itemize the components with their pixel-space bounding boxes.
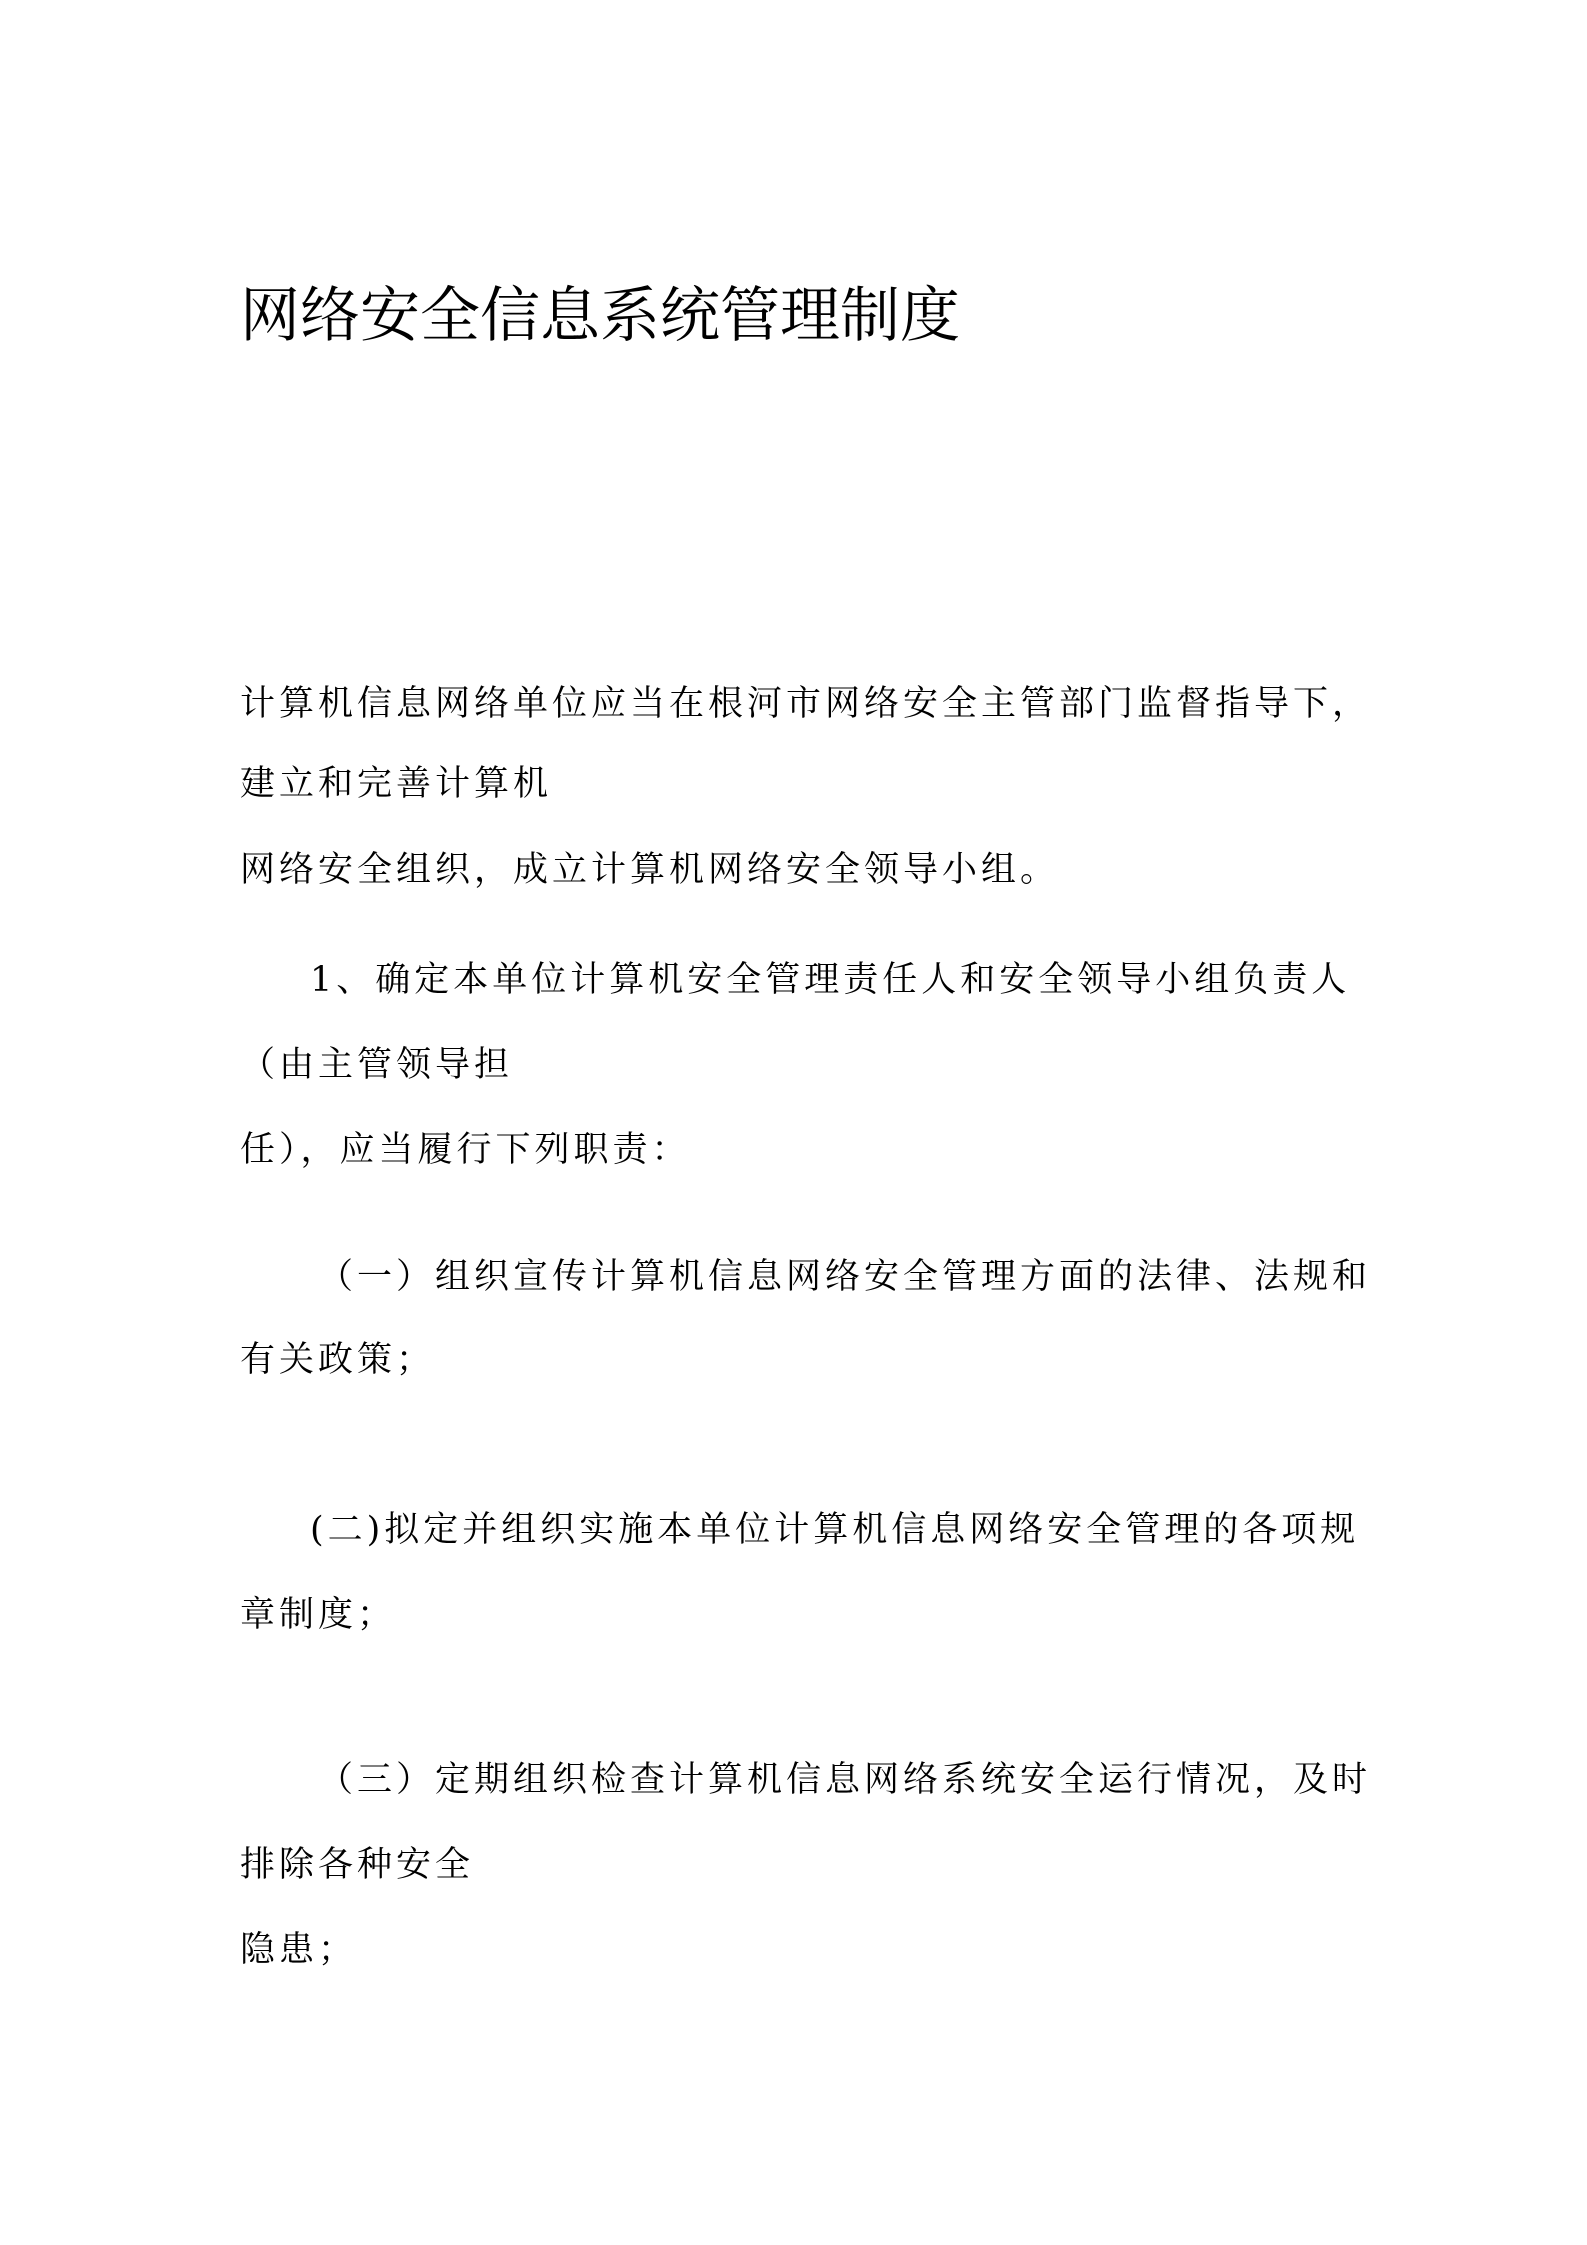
paragraph-2-line-2: （由主管领导担	[240, 1045, 514, 1085]
document-title: 网络安全信息系统管理制度	[240, 281, 960, 351]
paragraph-1-line-3: 网络安全组织，成立计算机网络安全领导小组。	[240, 850, 1060, 890]
paragraph-4-line-1: (二)拟定并组织实施本单位计算机信息网络安全管理的各项规	[310, 1510, 1360, 1550]
paragraph-5-line-1: （三）定期组织检查计算机信息网络系统安全运行情况，及时	[318, 1760, 1372, 1800]
paragraph-5-line-2: 排除各种安全	[240, 1845, 475, 1885]
paragraph-4-line-2: 章制度；	[240, 1595, 397, 1635]
paragraph-3-line-1: （一）组织宣传计算机信息网络安全管理方面的法律、法规和	[318, 1257, 1372, 1297]
paragraph-5-line-3: 隐患；	[240, 1930, 358, 1970]
paragraph-2-line-3: 任），应当履行下列职责：	[240, 1130, 691, 1170]
paragraph-3-line-2: 有关政策；	[240, 1340, 436, 1380]
paragraph-1-line-2: 建立和完善计算机	[240, 764, 553, 804]
paragraph-1-line-1: 计算机信息网络单位应当在根河市网络安全主管部门监督指导下，	[240, 684, 1372, 724]
paragraph-2-line-1: 1、确定本单位计算机安全管理责任人和安全领导小组负责人	[310, 960, 1351, 1000]
